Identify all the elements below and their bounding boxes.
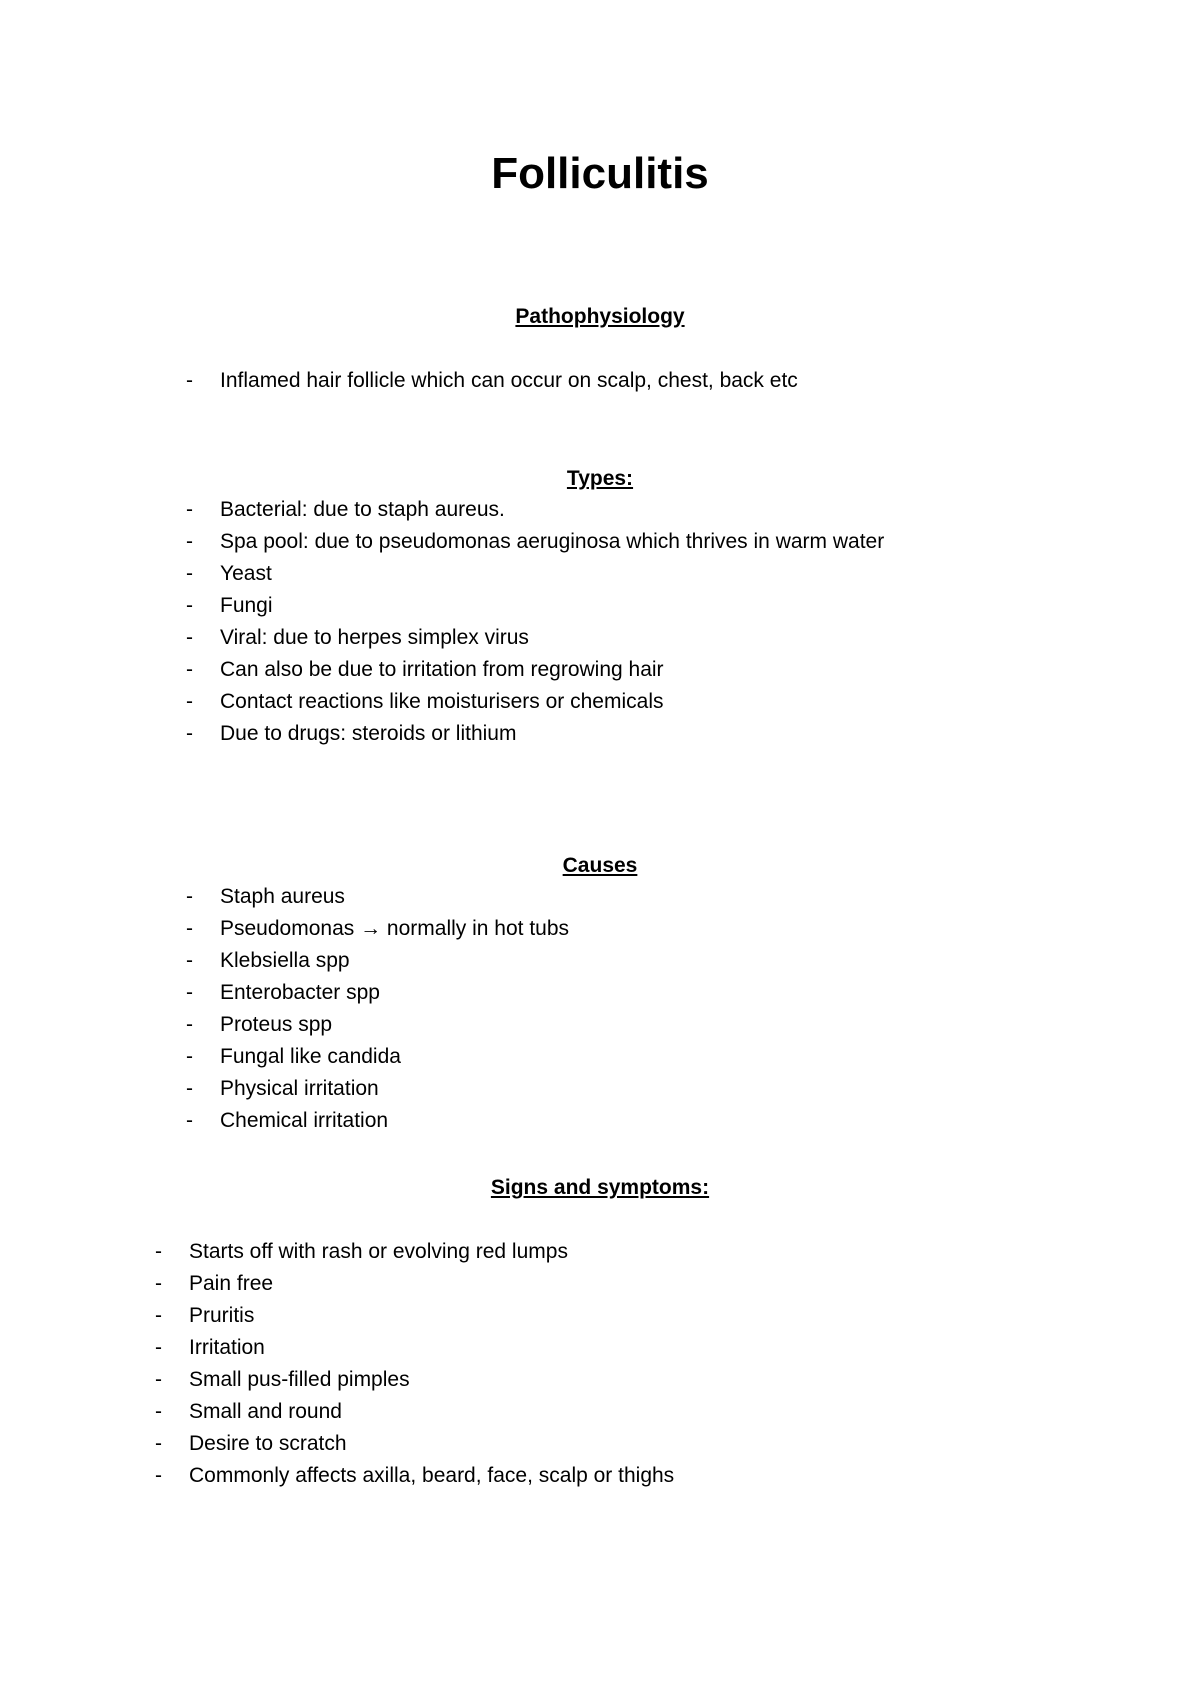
bullet-dash: - — [155, 1272, 162, 1295]
bullet-dash: - — [186, 949, 193, 972]
bullet-dash: - — [155, 1400, 162, 1423]
causes-heading: Causes — [562, 854, 638, 877]
bullet-dash: - — [186, 626, 193, 649]
list-item-text: Fungal like candida — [220, 1045, 401, 1068]
bullet-dash: - — [186, 690, 193, 713]
bullet-dash: - — [186, 1013, 193, 1036]
list-item-text: Commonly affects axilla, beard, face, scalp or thighs — [189, 1464, 675, 1487]
bullet-dash: - — [155, 1336, 162, 1359]
list-item-text: Physical irritation — [220, 1077, 379, 1100]
types-heading: Types: — [566, 467, 634, 490]
list-item-text: Spa pool: due to pseudomonas aeruginosa which thrives in warm water — [220, 530, 885, 553]
list-item-text: Small and round — [189, 1400, 342, 1423]
bullet-dash: - — [186, 917, 193, 940]
list-item-text: Proteus spp — [220, 1013, 333, 1036]
list-item-text: Bacterial: due to staph aureus. — [220, 498, 505, 521]
list-item-text: Staph aureus — [220, 885, 345, 908]
list-item-text: Fungi — [220, 594, 273, 617]
list-item-text: Viral: due to herpes simplex virus — [220, 626, 529, 649]
bullet-dash: - — [186, 885, 193, 908]
list-item-text: Pseudomonas → normally in hot tubs — [220, 917, 570, 940]
bullet-dash: - — [155, 1432, 162, 1455]
list-item-text: Klebsiella spp — [220, 949, 350, 972]
list-item-text: Pain free — [189, 1272, 274, 1295]
list-item-text: Chemical irritation — [220, 1109, 389, 1132]
bullet-dash: - — [186, 369, 193, 392]
bullet-dash: - — [186, 658, 193, 681]
bullet-dash: - — [186, 594, 193, 617]
bullet-dash: - — [155, 1368, 162, 1391]
list-item-text: Desire to scratch — [189, 1432, 347, 1455]
signs-heading: Signs and symptoms: — [490, 1176, 710, 1199]
list-item-text: Yeast — [220, 562, 272, 585]
page-title: Folliculitis — [491, 149, 709, 198]
bullet-dash: - — [186, 562, 193, 585]
bullet-dash: - — [186, 1045, 193, 1068]
list-item-text: Small pus-filled pimples — [189, 1368, 410, 1391]
list-item-text: Irritation — [189, 1336, 265, 1359]
list-item-text: Starts off with rash or evolving red lumps — [189, 1240, 568, 1263]
bullet-dash: - — [186, 1109, 193, 1132]
pathophysiology-heading: Pathophysiology — [515, 305, 685, 328]
bullet-dash: - — [186, 981, 193, 1004]
bullet-dash: - — [186, 1077, 193, 1100]
list-item-text: Due to drugs: steroids or lithium — [220, 722, 517, 745]
bullet-dash: - — [155, 1464, 162, 1487]
bullet-dash: - — [186, 722, 193, 745]
list-item-text: Can also be due to irritation from regrowing hair — [220, 658, 664, 681]
list-item-text: Enterobacter spp — [220, 981, 380, 1004]
bullet-dash: - — [155, 1304, 162, 1327]
bullet-dash: - — [155, 1240, 162, 1263]
list-item-text: Contact reactions like moisturisers or chemicals — [220, 690, 664, 713]
bullet-dash: - — [186, 530, 193, 553]
bullet-dash: - — [186, 498, 193, 521]
list-item-text: Inflamed hair follicle which can occur on scalp, chest, back etc — [220, 369, 798, 392]
list-item-text: Pruritis — [189, 1304, 255, 1327]
